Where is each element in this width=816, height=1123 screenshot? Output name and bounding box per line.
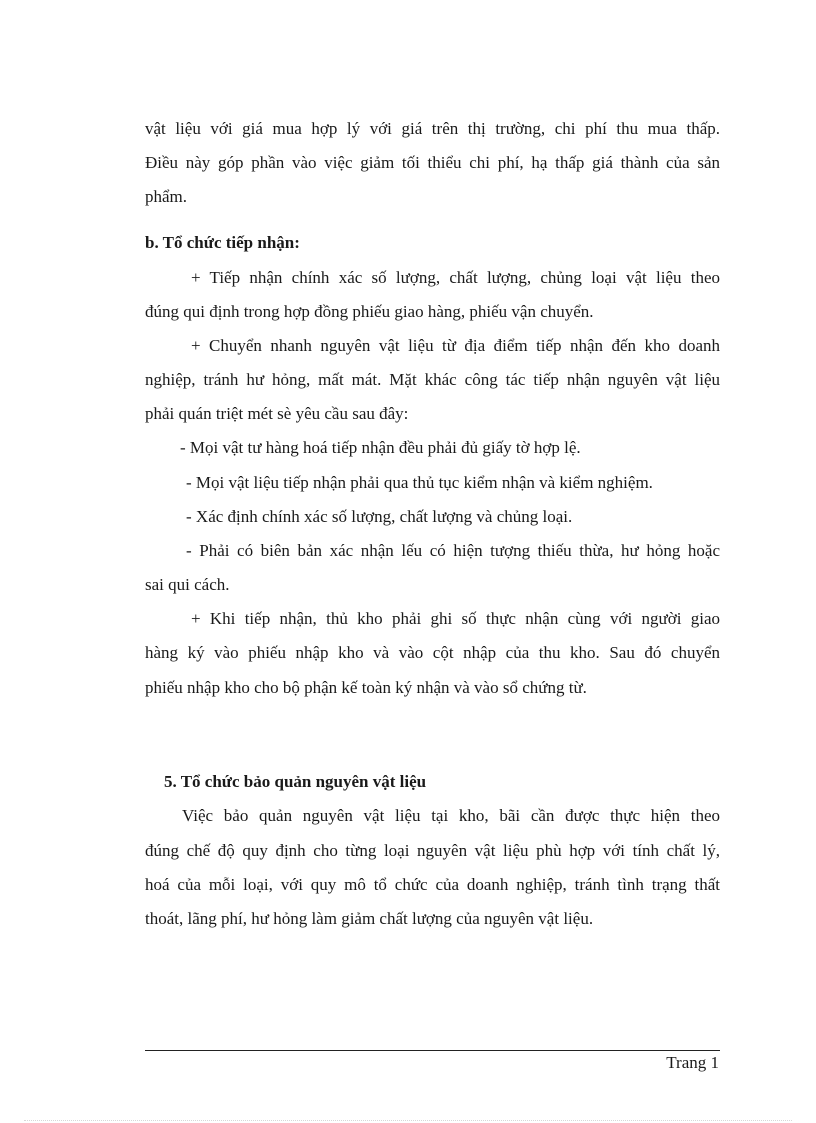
list-item: + Khi tiếp nhận, thủ kho phải ghi số thực nhận cùng với người giao [191,609,720,628]
paragraph-line: hoá của mỗi loại, với quy mô tổ chức của doanh nghiệp, tránh tình trạng thất [145,875,720,894]
list-item: + Chuyển nhanh nguyên vật liệu từ địa điểm tiếp nhận đến kho doanh [191,336,720,355]
footer-divider [145,1050,720,1051]
dash-item: - Phải có biên bản xác nhận lếu có hiện tượng thiếu thừa, hư hỏng hoặc [186,541,720,560]
section-heading: b. Tổ chức tiếp nhận: [145,233,300,252]
dash-item: - Mọi vật liệu tiếp nhận phải qua thủ tục kiểm nhận và kiểm nghiệm. [186,473,653,492]
dash-item: - Xác định chính xác số lượng, chất lượng và chủng loại. [186,507,573,526]
dash-item: - Mọi vật tư hàng hoá tiếp nhận đều phải đủ giấy tờ hợp lệ. [180,438,581,457]
list-item-continuation: phiếu nhập kho cho bộ phận kế toàn ký nhận và vào sổ chứng từ. [145,678,587,697]
list-item: + Tiếp nhận chính xác số lượng, chất lượng, chủng loại vật liệu theo [191,268,720,287]
list-item-continuation: phải quán triệt mét sè yêu cầu sau đây: [145,404,409,423]
paragraph-line: Việc bảo quản nguyên vật liệu tại kho, bãi cần được thực hiện theo [182,806,720,825]
list-item-continuation: nghiệp, tránh hư hỏng, mất mát. Mặt khác công tác tiếp nhận nguyên vật liệu [145,370,720,389]
paragraph-line: thoát, lãng phí, hư hỏng làm giảm chất lượng của nguyên vật liệu. [145,909,594,928]
page-number: Trang 1 [666,1053,719,1072]
page-bottom-border [24,1120,792,1121]
paragraph-line: Điều này góp phần vào việc giảm tối thiểu chi phí, hạ thấp giá thành của sản [145,153,720,172]
paragraph-line: đúng chế độ quy định cho từng loại nguyên vật liệu phù hợp với tính chất lý, [145,841,720,860]
paragraph-line: phẩm. [145,187,188,206]
dash-item-continuation: sai qui cách. [145,575,230,594]
list-item-continuation: đúng qui định trong hợp đồng phiếu giao hàng, phiếu vận chuyển. [145,302,594,321]
section-heading: 5. Tổ chức bảo quản nguyên vật liệu [164,772,427,791]
paragraph-line: vật liệu với giá mua hợp lý với giá trên thị trường, chi phí thu mua thấp. [145,119,720,138]
list-item-continuation: hàng ký vào phiếu nhập kho và vào cột nhập của thu kho. Sau đó chuyển [145,643,720,662]
